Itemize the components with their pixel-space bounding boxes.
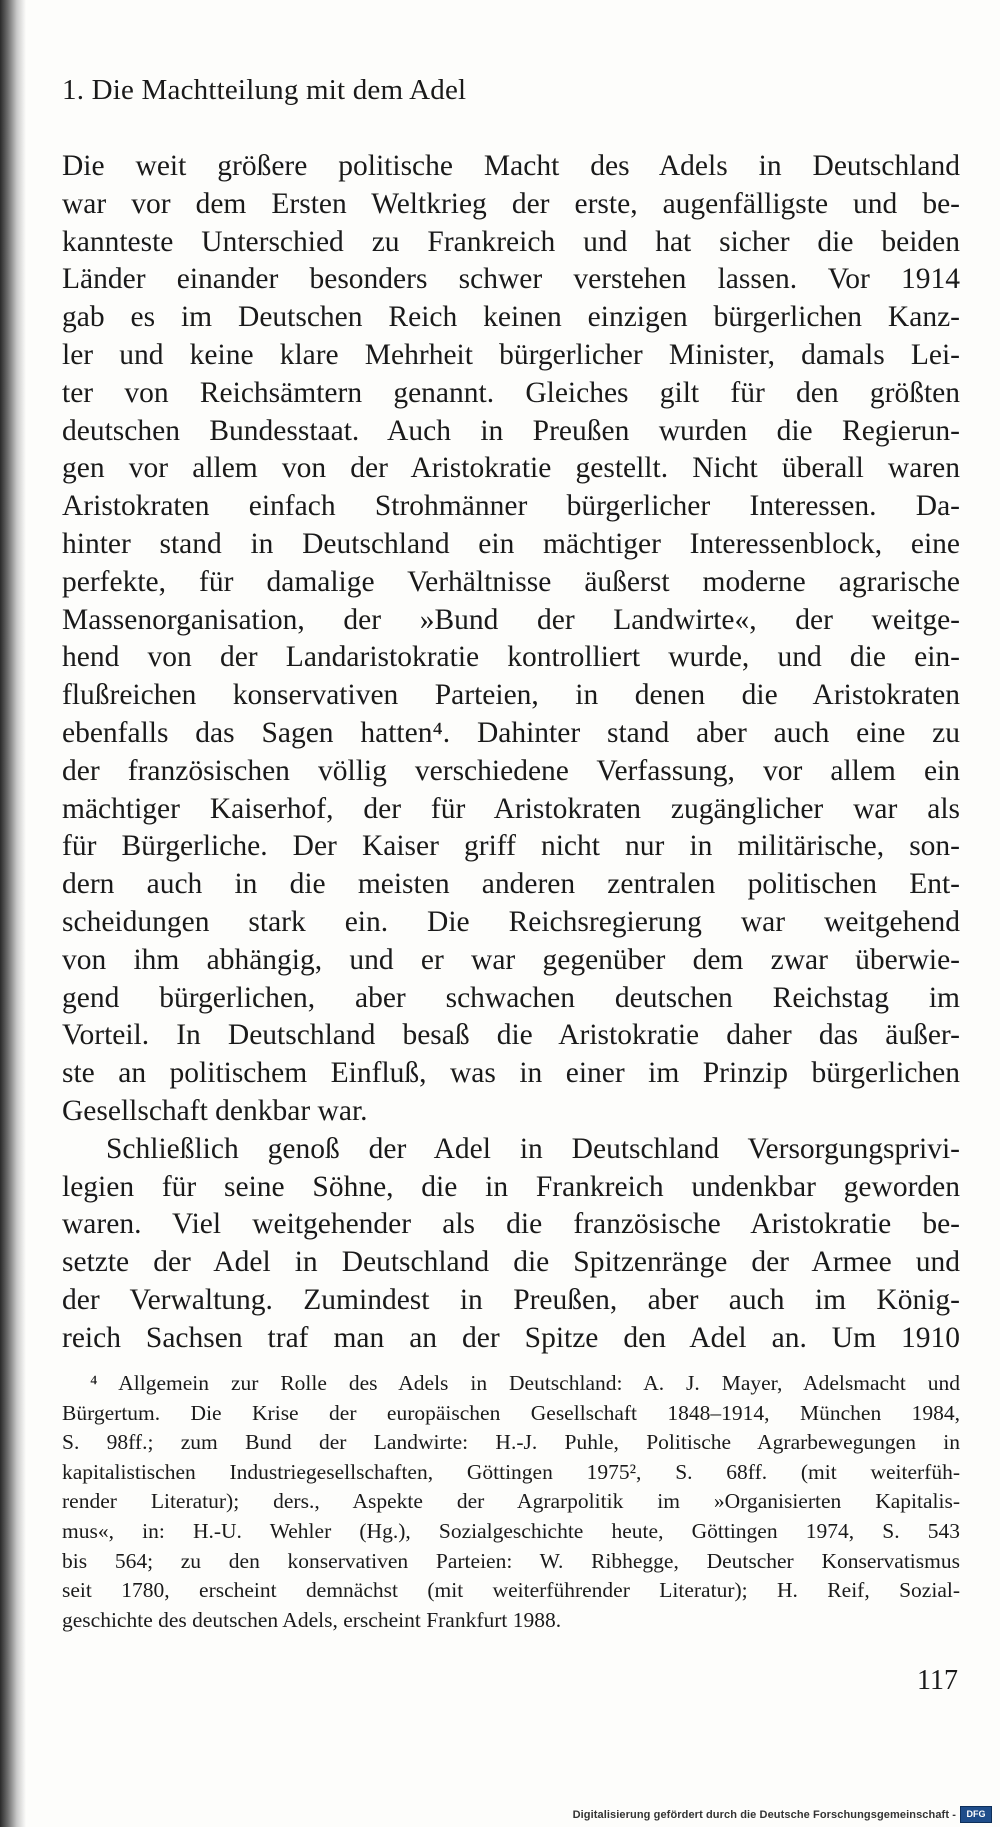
dfg-logo-icon: DFG	[960, 1806, 992, 1823]
text-line: ter von Reichsämtern genannt. Gleiches gilt für den größten	[62, 376, 960, 409]
text-line: gen vor allem von der Aristokratie gestellt. Nicht überall waren	[62, 452, 960, 485]
text-line: flußreichen konservativen Parteien, in denen die Aristokraten	[62, 679, 960, 712]
footnote-line: ⁴ Allgemein zur Rolle des Adels in Deutschland: A. J. Mayer, Adelsmacht und	[90, 1371, 960, 1395]
footnote-line: seit 1780, erscheint demnächst (mit weiterführender Literatur); H. Reif, Sozial-	[62, 1578, 960, 1603]
text-line: hinter stand in Deutschland ein mächtiger Interessenblock, eine	[62, 527, 960, 560]
footnote-line: geschichte des deutschen Adels, erscheint Frankfurt 1988.	[62, 1607, 562, 1632]
text-line: mächtiger Kaiserhof, der für Aristokraten zugänglicher war als	[62, 792, 960, 825]
text-line: Gesellschaft denkbar war.	[62, 1094, 368, 1127]
text-line: war vor dem Ersten Weltkrieg der erste, augenfälligste und be-	[62, 187, 960, 220]
text-line: Massenorganisation, der »Bund der Landwirte«, der weitge-	[62, 603, 960, 636]
text-line: ste an politischem Einfluß, was in einer im Prinzip bürgerlichen	[62, 1057, 960, 1090]
text-line: gab es im Deutschen Reich keinen einzigen bürgerlichen Kanz-	[62, 301, 960, 334]
text-line: von ihm abhängig, und er war gegenüber dem zwar überwie-	[62, 943, 960, 976]
book-spine-shadow	[0, 0, 26, 1827]
footnote-line: bis 564; zu den konservativen Parteien: W. Ribhegge, Deutscher Konservatismus	[62, 1548, 960, 1573]
text-line: scheidungen stark ein. Die Reichsregierung war weitgehend	[62, 905, 960, 938]
text-line: waren. Viel weitgehender als die französische Aristokratie be-	[62, 1208, 960, 1241]
text-line: für Bürgerliche. Der Kaiser griff nicht nur in militärische, son-	[62, 830, 960, 863]
footnote-line: S. 98ff.; zum Bund der Landwirte: H.-J. Puhle, Politische Agrarbewegungen in	[62, 1430, 960, 1455]
text-line: Schließlich genoß der Adel in Deutschland Versorgungsprivi-	[106, 1132, 960, 1165]
text-line: deutschen Bundesstaat. Auch in Preußen wurden die Regierun-	[62, 414, 960, 447]
page-number: 117	[917, 1665, 958, 1696]
text-line: der Verwaltung. Zumindest in Preußen, aber auch im König-	[62, 1283, 960, 1316]
paragraph-2	[62, 1131, 960, 1358]
paragraph-1	[62, 148, 960, 1131]
text-line: Länder einander besonders schwer verstehen lassen. Vor 1914	[62, 263, 960, 296]
text-line: gend bürgerlichen, aber schwachen deutschen Reichstag im	[62, 981, 960, 1014]
text-line: hend von der Landaristokratie kontrolliert wurde, und die ein-	[62, 641, 960, 674]
footnote-line: mus«, in: H.-U. Wehler (Hg.), Sozialgeschichte heute, Göttingen 1974, S. 543	[62, 1518, 960, 1543]
footnote-4	[62, 1369, 960, 1635]
digitization-footer	[0, 1801, 1000, 1827]
text-line: legien für seine Söhne, die in Frankreich undenkbar geworden	[62, 1170, 960, 1203]
main-text	[62, 148, 960, 1358]
text-line: perfekte, für damalige Verhältnisse äußerst moderne agrarische	[62, 565, 960, 598]
footnote-line: render Literatur); ders., Aspekte der Agrarpolitik im »Organisierten Kapitalis-	[62, 1489, 960, 1514]
text-line: dern auch in die meisten anderen zentralen politischen Ent-	[62, 868, 960, 901]
text-line: kannteste Unterschied zu Frankreich und hat sicher die beiden	[62, 225, 960, 258]
text-line: Vorteil. In Deutschland besaß die Aristokratie daher das äußer-	[62, 1019, 960, 1052]
text-line: setzte der Adel in Deutschland die Spitzenränge der Armee und	[62, 1246, 960, 1279]
footnote-line: Bürgertum. Die Krise der europäischen Gesellschaft 1848–1914, München 1984,	[62, 1400, 960, 1425]
text-line: der französischen völlig verschiedene Verfassung, vor allem ein	[62, 754, 960, 787]
footnote-line: kapitalistischen Industriegesellschaften, Göttingen 1975², S. 68ff. (mit weiterfüh-	[62, 1459, 960, 1484]
text-line: Die weit größere politische Macht des Adels in Deutschland	[62, 150, 960, 182]
text-line: reich Sachsen traf man an der Spitze den Adel an. Um 1910	[62, 1321, 960, 1354]
section-heading: 1. Die Machtteilung mit dem Adel	[62, 74, 467, 106]
text-line: ler und keine klare Mehrheit bürgerlicher Minister, damals Lei-	[62, 338, 960, 371]
text-line-with-footnote-ref: ebenfalls das Sagen hatten⁴. Dahinter stand aber auch eine zu	[62, 716, 960, 749]
text-line: Aristokraten einfach Strohmänner bürgerlicher Interessen. Da-	[62, 490, 960, 523]
funding-notice: Digitalisierung gefördert durch die Deutsche Forschungsgemeinschaft -	[572, 1809, 956, 1821]
